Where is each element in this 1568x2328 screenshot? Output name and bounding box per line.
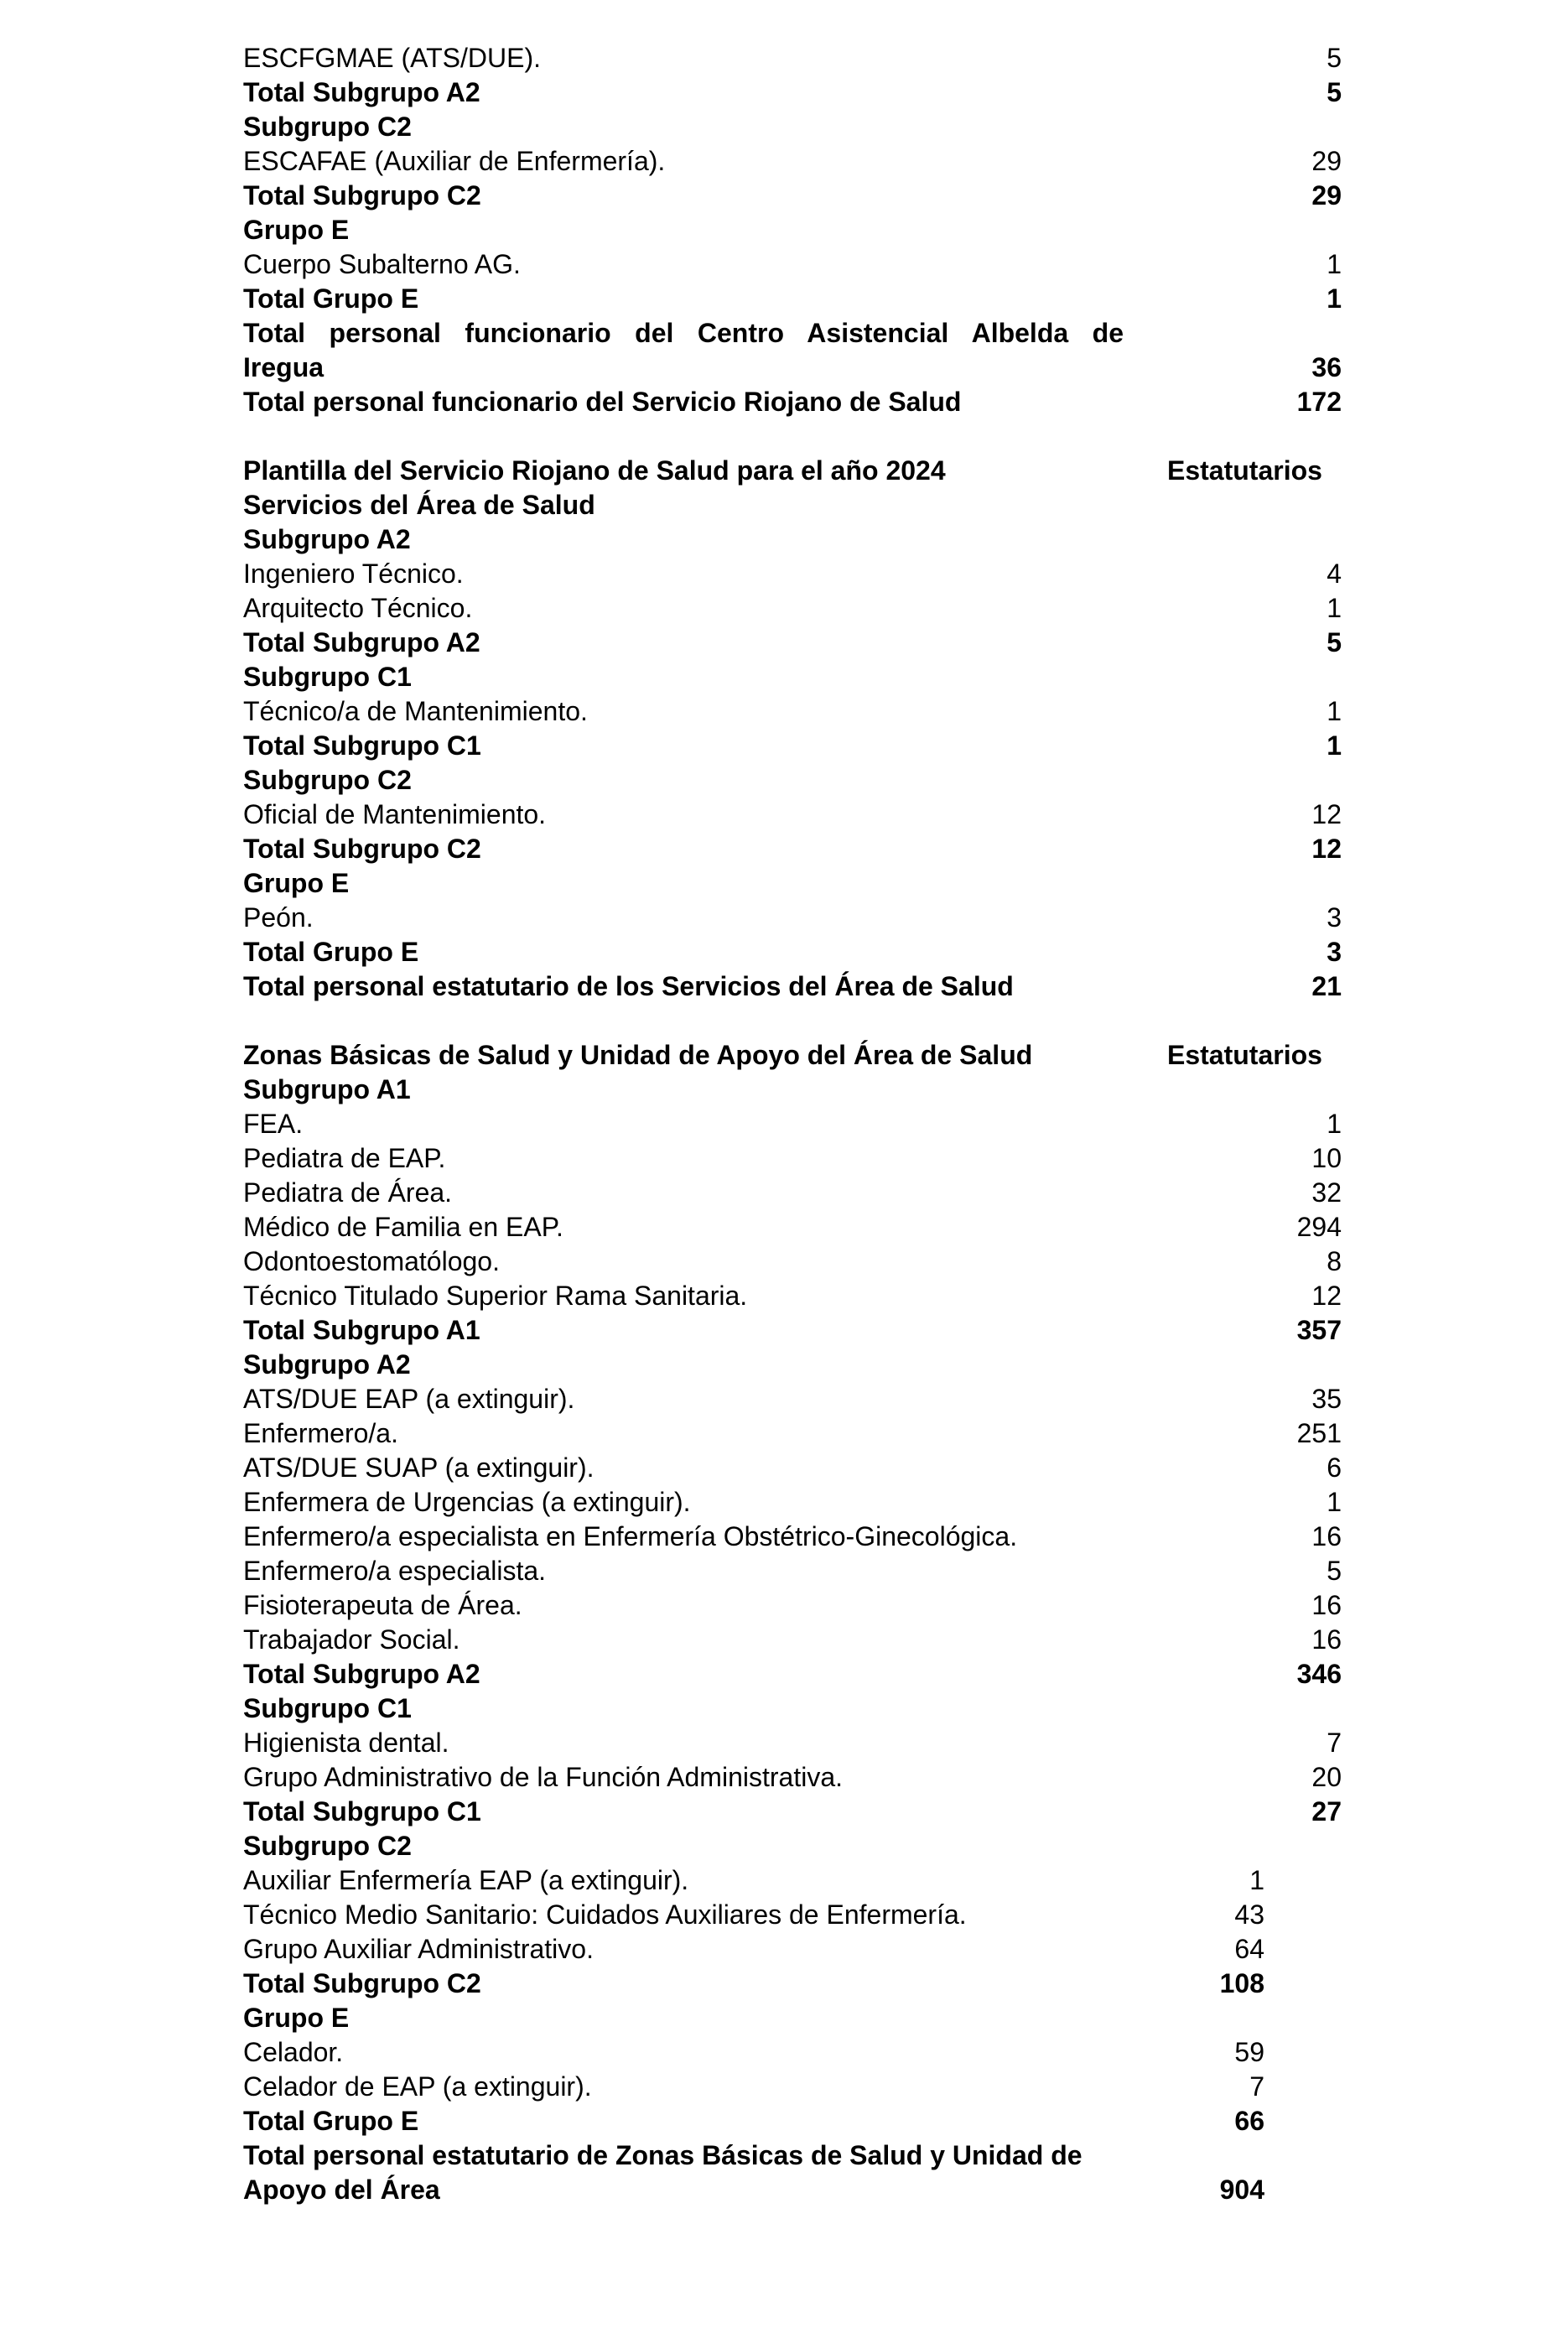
- total-count: 12: [1311, 834, 1342, 864]
- item-row: [243, 1554, 1342, 1588]
- section3-lines-a: [243, 1073, 1342, 1829]
- group-heading-row: [243, 522, 1342, 557]
- item-count: 5: [1327, 1556, 1342, 1586]
- total-label: Total Grupo E: [243, 2106, 419, 2136]
- item-label: Enfermera de Urgencias (a extinguir).: [243, 1487, 691, 1517]
- item-label: Enfermero/a especialista en Enfermería Obstétrico-Ginecológica.: [243, 1521, 1018, 1551]
- group-heading-row: [243, 763, 1342, 798]
- total-label: Total Subgrupo C1: [243, 1796, 481, 1827]
- item-row: [243, 901, 1342, 935]
- total-row: [243, 1657, 1342, 1691]
- document-page: [243, 41, 1342, 2207]
- item-row: [243, 1141, 1342, 1176]
- item-count: 1: [1249, 1865, 1264, 1895]
- total-count: 29: [1311, 180, 1342, 210]
- item-count: 1: [1327, 1487, 1342, 1517]
- item-label: Grupo Administrativo de la Función Administrativa.: [243, 1762, 843, 1792]
- line-total-centro-albelda: [243, 316, 1342, 385]
- section3-lines-b: [243, 1829, 1342, 2138]
- item-row: [243, 1520, 1342, 1554]
- item-label: Odontoestomatólogo.: [243, 1246, 500, 1276]
- item-row: [243, 1623, 1342, 1657]
- item-label: ESCFGMAE (ATS/DUE).: [243, 43, 541, 73]
- item-label: Médico de Familia en EAP.: [243, 1212, 563, 1242]
- line-total-zonas-basicas: [243, 2138, 1342, 2207]
- item-count: 32: [1311, 1177, 1342, 1208]
- item-label: ATS/DUE EAP (a extinguir).: [243, 1384, 575, 1414]
- item-label: ESCAFAE (Auxiliar de Enfermería).: [243, 146, 666, 176]
- item-row: [243, 798, 1342, 832]
- item-row: [243, 1451, 1342, 1485]
- total-label: Total personal funcionario del Servicio Riojano de Salud: [243, 387, 962, 417]
- item-count: 20: [1311, 1762, 1342, 1792]
- item-row: [243, 1898, 1342, 1932]
- total-label-line1: Total personal estatutario de Zonas Básicas de Salud y Unidad de: [243, 2140, 1083, 2170]
- total-label: Total Subgrupo A2: [243, 77, 480, 107]
- group-heading: Grupo E: [243, 2003, 350, 2033]
- total-count: 36: [1311, 352, 1342, 382]
- item-count: 7: [1327, 1728, 1342, 1758]
- item-count: 10: [1311, 1143, 1342, 1173]
- total-label: Total Subgrupo A1: [243, 1315, 480, 1345]
- group-heading-row: [243, 660, 1342, 694]
- item-count: 43: [1234, 1899, 1264, 1930]
- item-row: [243, 1416, 1342, 1451]
- item-row: [243, 1588, 1342, 1623]
- group-heading: Subgrupo A2: [243, 1349, 411, 1380]
- group-heading-row: [243, 1073, 1342, 1107]
- group-heading-row: [243, 866, 1342, 901]
- item-label: Arquitecto Técnico.: [243, 593, 473, 623]
- item-label: Técnico/a de Mantenimiento.: [243, 696, 588, 726]
- item-row: [243, 557, 1342, 591]
- total-count: 346: [1296, 1659, 1342, 1689]
- total-count: 108: [1219, 1968, 1264, 1998]
- item-label: Celador.: [243, 2037, 344, 2067]
- total-label-line1: Total personal funcionario del Centro Asistencial Albelda de: [243, 318, 1124, 348]
- item-row: [243, 1726, 1342, 1760]
- total-count: 357: [1296, 1315, 1342, 1345]
- line-total-grupo-e: [243, 282, 1342, 316]
- item-count: 12: [1311, 1281, 1342, 1311]
- group-heading: Grupo E: [243, 215, 350, 245]
- total-row: [243, 1795, 1342, 1829]
- group-heading-row: [243, 1691, 1342, 1726]
- item-row: [243, 2070, 1342, 2104]
- line-total-funcionario-servicio: [243, 385, 1342, 419]
- total-count: 66: [1234, 2106, 1264, 2136]
- item-row: [243, 1485, 1342, 1520]
- group-heading: Subgrupo C1: [243, 662, 412, 692]
- item-label: Auxiliar Enfermería EAP (a extinguir).: [243, 1865, 689, 1895]
- section2-lines: [243, 522, 1342, 1004]
- total-count: 172: [1296, 387, 1342, 417]
- line-escafae: [243, 144, 1342, 179]
- section-title-zonas: [243, 1038, 1342, 1073]
- group-heading: Subgrupo C2: [243, 765, 412, 795]
- section-title: Plantilla del Servicio Riojano de Salud para el año 2024: [243, 455, 946, 486]
- total-label-line2: Iregua: [243, 352, 325, 382]
- total-label: Total Subgrupo A2: [243, 627, 480, 657]
- item-row: [243, 2035, 1342, 2070]
- item-row: [243, 1279, 1342, 1313]
- line-escfgmae: [243, 41, 1342, 75]
- total-label: Total personal estatutario de los Servicios del Área de Salud: [243, 971, 1014, 1001]
- item-count: 64: [1234, 1934, 1264, 1964]
- item-count: 16: [1311, 1521, 1342, 1551]
- total-count: 5: [1327, 627, 1342, 657]
- item-row: [243, 1210, 1342, 1245]
- item-label: FEA.: [243, 1109, 304, 1139]
- item-count: 7: [1249, 2071, 1264, 2102]
- item-label: Grupo Auxiliar Administrativo.: [243, 1934, 594, 1964]
- item-row: [243, 1107, 1342, 1141]
- group-heading-row: [243, 2001, 1342, 2035]
- total-count: 1: [1327, 283, 1342, 314]
- item-count: 1: [1327, 249, 1342, 279]
- item-count: 3: [1327, 902, 1342, 933]
- total-label-line2: Apoyo del Área: [243, 2175, 440, 2205]
- total-label: Total Grupo E: [243, 283, 419, 314]
- item-row: [243, 1245, 1342, 1279]
- item-count: 1: [1327, 1109, 1342, 1139]
- line-cuerpo-subalterno: [243, 247, 1342, 282]
- total-count: 3: [1327, 937, 1342, 967]
- total-row: [243, 969, 1342, 1004]
- total-label: Total Subgrupo A2: [243, 1659, 480, 1689]
- item-row: [243, 1932, 1342, 1967]
- item-count: 1: [1327, 593, 1342, 623]
- line-total-subgrupo-a2: [243, 75, 1342, 110]
- total-row: [243, 626, 1342, 660]
- item-label: Ingeniero Técnico.: [243, 559, 464, 589]
- item-row: [243, 591, 1342, 626]
- total-row: [243, 2104, 1342, 2138]
- item-count: 5: [1327, 43, 1342, 73]
- item-count: 294: [1296, 1212, 1342, 1242]
- item-label: ATS/DUE SUAP (a extinguir).: [243, 1452, 594, 1483]
- item-label: Pediatra de Área.: [243, 1177, 453, 1208]
- item-label: Oficial de Mantenimiento.: [243, 799, 547, 829]
- group-heading-e: [243, 213, 1342, 247]
- group-heading: Grupo E: [243, 868, 350, 898]
- section-spacer: [243, 419, 1342, 454]
- column-header: Estatutarios: [1167, 1040, 1322, 1070]
- item-row: [243, 1176, 1342, 1210]
- item-row: [243, 1760, 1342, 1795]
- item-count: 4: [1327, 559, 1342, 589]
- total-row: [243, 1313, 1342, 1348]
- total-row: [243, 935, 1342, 969]
- item-count: 29: [1311, 146, 1342, 176]
- item-row: [243, 1863, 1342, 1898]
- item-count: 8: [1327, 1246, 1342, 1276]
- total-label: Total Subgrupo C2: [243, 180, 481, 210]
- group-heading-c2: [243, 110, 1342, 144]
- total-count: 5: [1327, 77, 1342, 107]
- group-heading: Subgrupo C1: [243, 1693, 412, 1723]
- item-label: Enfermero/a especialista.: [243, 1556, 547, 1586]
- total-count: 21: [1311, 971, 1342, 1001]
- total-row: [243, 729, 1342, 763]
- section-title: Zonas Básicas de Salud y Unidad de Apoyo del Área de Salud: [243, 1040, 1033, 1070]
- item-label: Cuerpo Subalterno AG.: [243, 249, 521, 279]
- total-count: 27: [1311, 1796, 1342, 1827]
- section-subtitle-text: Servicios del Área de Salud: [243, 490, 595, 520]
- item-label: Pediatra de EAP.: [243, 1143, 446, 1173]
- group-heading: Subgrupo A2: [243, 524, 411, 554]
- group-heading-row: [243, 1829, 1342, 1863]
- total-label: Total Subgrupo C1: [243, 730, 481, 761]
- total-row: [243, 832, 1342, 866]
- item-count: 16: [1311, 1590, 1342, 1620]
- total-count: 1: [1327, 730, 1342, 761]
- total-label: Total Subgrupo C2: [243, 834, 481, 864]
- group-heading: Subgrupo C2: [243, 1831, 412, 1861]
- section-spacer: [243, 1004, 1342, 1038]
- item-count: 6: [1327, 1452, 1342, 1483]
- item-count: 35: [1311, 1384, 1342, 1414]
- item-row: [243, 694, 1342, 729]
- item-row: [243, 1382, 1342, 1416]
- line-total-subgrupo-c2: [243, 179, 1342, 213]
- total-count: 904: [1219, 2175, 1264, 2205]
- group-heading: Subgrupo C2: [243, 112, 412, 142]
- section-subtitle: [243, 488, 1342, 522]
- total-row: [243, 1967, 1342, 2001]
- item-label: Fisioterapeuta de Área.: [243, 1590, 522, 1620]
- group-heading-row: [243, 1348, 1342, 1382]
- item-label: Técnico Medio Sanitario: Cuidados Auxiliares de Enfermería.: [243, 1899, 967, 1930]
- item-label: Enfermero/a.: [243, 1418, 398, 1448]
- item-label: Higienista dental.: [243, 1728, 449, 1758]
- total-label: Total Grupo E: [243, 937, 419, 967]
- total-label: Total Subgrupo C2: [243, 1968, 481, 1998]
- item-label: Peón.: [243, 902, 314, 933]
- item-count: 12: [1311, 799, 1342, 829]
- group-heading: Subgrupo A1: [243, 1074, 411, 1104]
- item-count: 59: [1234, 2037, 1264, 2067]
- item-label: Celador de EAP (a extinguir).: [243, 2071, 592, 2102]
- item-label: Trabajador Social.: [243, 1624, 460, 1655]
- section-title-plantilla: [243, 454, 1342, 488]
- item-count: 1: [1327, 696, 1342, 726]
- column-header: Estatutarios: [1167, 455, 1322, 486]
- item-count: 251: [1296, 1418, 1342, 1448]
- item-label: Técnico Titulado Superior Rama Sanitaria.: [243, 1281, 748, 1311]
- item-count: 16: [1311, 1624, 1342, 1655]
